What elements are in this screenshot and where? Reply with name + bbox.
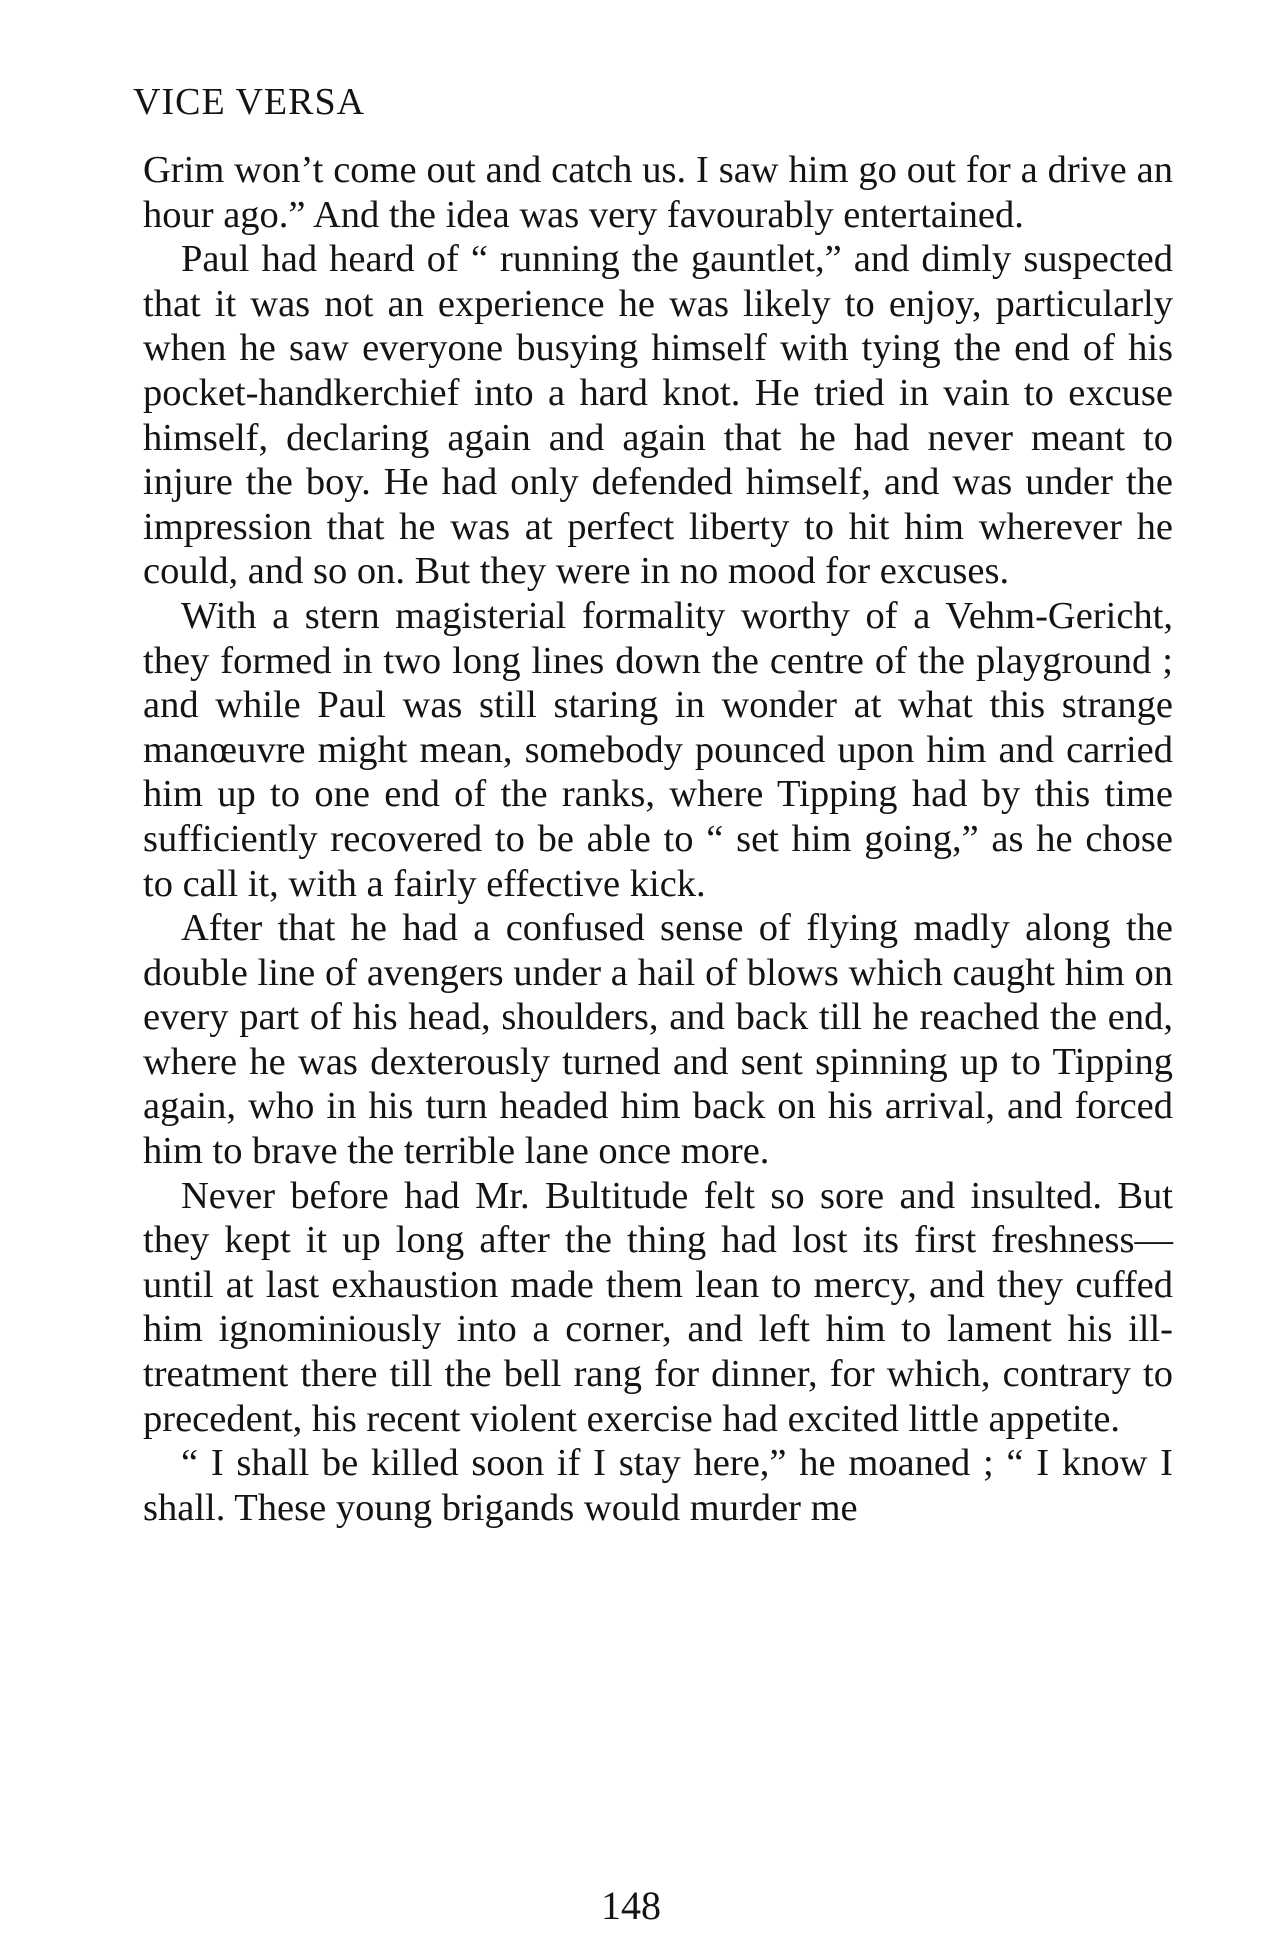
paragraph-continued: Grim won’t come out and catch us. I saw him go out for a drive an hour ago.” And the idea was very favourably entertained. — [143, 149, 1173, 236]
paragraph-formality: With a stern magisterial formality worthy of a Vehm-Gericht, they formed in two long lines down the centre of the playground ; and while Paul was still staring in wonder at what this strange manœuvre might mean, somebody pounced upon him and carried him up to one end of the ranks, where Tipping had by this time sufficiently recovered to be able to “ set him going,” as he chose to call it, with a fairly effective kick. — [143, 594, 1173, 905]
page-number: 148 — [601, 1883, 661, 1928]
paragraph-avengers: After that he had a confused sense of flying madly along the double line of avengers under a hail of blows which caught him on every part of his head, shoulders, and back till he reached the end, where he was dexterously turned and sent spinning up to Tipping again, who in his turn headed him back on his arrival, and forced him to brave the terrible lane once more. — [143, 907, 1173, 1173]
body-text — [143, 148, 1173, 1530]
paragraph-gauntlet: Paul had heard of “ running the gauntlet,” and dimly suspected that it was not an experience he was likely to enjoy, particularly when he saw everyone busying himself with tying the end of his pocket-handkerchief into a hard knot. He tried in vain to excuse himself, declaring again and again that he had never meant to injure the boy. He had only defended himself, and was under the impression that he was at perfect liberty to hit him wherever he could, and so on. But they were in no mood for excuses. — [143, 238, 1173, 593]
running-title: VICE VERSA — [133, 81, 366, 123]
paragraph-moaned: “ I shall be killed soon if I stay here,” he moaned ; “ I know I shall. These young brigands would murder me — [143, 1442, 1173, 1529]
paragraph-insulted: Never before had Mr. Bultitude felt so sore and insulted. But they kept it up long after the thing had lost its first freshness—until at last exhaustion made them lean to mercy, and they cuffed him ignominiously into a corner, and left him to lament his ill-treatment there till the bell rang for dinner, for which, contrary to precedent, his recent violent exercise had excited little appetite. — [143, 1174, 1173, 1440]
